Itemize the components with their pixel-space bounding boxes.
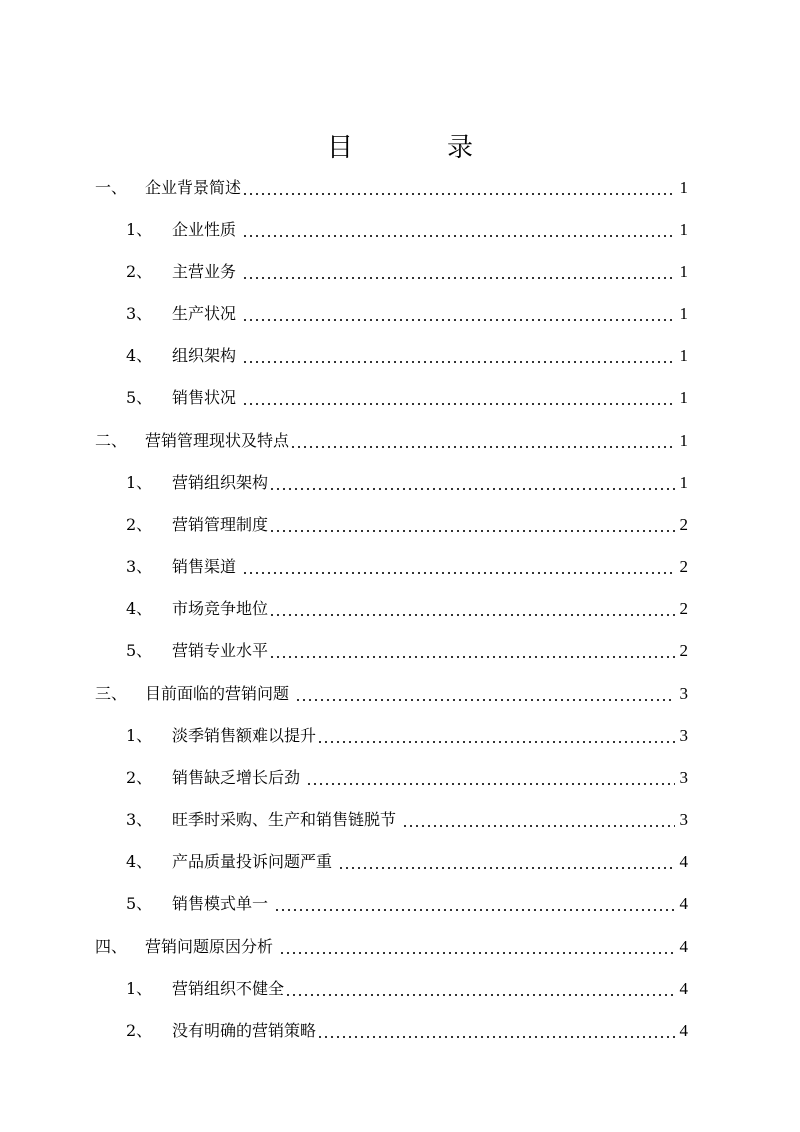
dot-leader [269,630,675,672]
toc-entry-1-5[interactable] [126,377,688,419]
toc-entry-number: 2、 [126,768,153,787]
toc-entry-3-1[interactable] [126,715,688,757]
toc-entry-page: 4 [679,852,688,871]
toc-entry-section-3[interactable] [95,673,688,715]
toc-entry-1-3[interactable] [126,293,688,335]
dot-leader [274,883,675,925]
toc-entry-page: 1 [679,304,688,323]
toc-entry-1-4[interactable] [126,335,688,377]
dot-leader [242,377,675,419]
dot-leader [295,673,675,715]
toc-entry-3-3[interactable] [126,799,688,841]
toc-entry-page: 2 [679,599,688,618]
toc-entry-number: 4、 [126,852,153,871]
toc-entry-number: 3、 [126,810,153,829]
dot-leader [269,504,675,546]
toc-entry-title: 生产状况 [172,304,242,323]
toc-entry-number: 4、 [126,346,153,365]
toc-entry-2-1[interactable] [126,462,688,504]
toc-entry-title: 营销问题原因分析 [145,937,279,956]
toc-entry-page: 3 [679,810,688,829]
toc-entry-1-1[interactable] [126,209,688,251]
dot-leader [242,251,675,293]
dot-leader [269,588,675,630]
toc-entry-title: 企业背景简述 [145,178,242,197]
toc-entry-number: 2、 [126,1021,153,1040]
toc-entry-page: 2 [679,557,688,576]
toc-entry-title: 营销组织不健全 [172,979,285,998]
toc-entry-title: 销售状况 [172,388,242,407]
toc-entry-3-5[interactable] [126,883,688,925]
toc-entry-number: 1、 [126,726,153,745]
toc-entry-title: 目前面临的营销问题 [145,684,295,703]
toc-entry-page: 2 [679,515,688,534]
dot-leader [338,841,675,883]
toc-entry-page: 1 [679,262,688,281]
toc-entry-number: 3、 [126,557,153,576]
toc-entry-2-2[interactable] [126,504,688,546]
toc-entry-page: 1 [679,220,688,239]
toc-entry-number: 3、 [126,304,153,323]
dot-leader [242,167,675,209]
toc-entry-number: 1、 [126,979,153,998]
toc-entry-page: 3 [679,684,688,703]
toc-entry-number: 5、 [126,388,153,407]
toc-entry-page: 4 [679,979,688,998]
toc-entry-title: 淡季销售额难以提升 [172,726,317,745]
toc-entry-title: 主营业务 [172,262,242,281]
toc-entry-number: 二、 [95,431,128,450]
toc-entry-number: 1、 [126,473,153,492]
toc-entry-4-1[interactable] [126,968,688,1010]
toc-entry-page: 1 [679,473,688,492]
toc-entry-page: 2 [679,641,688,660]
toc-entry-3-4[interactable] [126,841,688,883]
toc-entry-page: 4 [679,937,688,956]
toc-entry-page: 3 [679,768,688,787]
toc-entry-page: 1 [679,388,688,407]
toc-entry-2-3[interactable] [126,546,688,588]
toc-entry-title: 营销管理现状及特点 [145,431,290,450]
toc-entry-number: 四、 [95,937,128,956]
toc-entry-title: 组织架构 [172,346,242,365]
toc-entry-section-1[interactable] [95,167,688,209]
toc-entry-1-2[interactable] [126,251,688,293]
dot-leader [242,335,675,377]
dot-leader [306,757,675,799]
toc-entry-page: 1 [679,178,688,197]
toc-entry-section-4[interactable] [95,926,688,968]
toc-entry-title: 市场竞争地位 [172,599,269,618]
toc-entry-number: 2、 [126,515,153,534]
toc-entry-number: 1、 [126,220,153,239]
toc-entry-title: 旺季时采购、生产和销售链脱节 [172,810,402,829]
dot-leader [242,209,675,251]
dot-leader [317,715,675,757]
toc-entry-2-4[interactable] [126,588,688,630]
toc-entry-number: 5、 [126,641,153,660]
toc-entry-2-5[interactable] [126,630,688,672]
toc-entry-title: 销售渠道 [172,557,242,576]
toc-entry-title: 营销管理制度 [172,515,269,534]
toc-entry-number: 2、 [126,262,153,281]
toc-entry-page: 1 [679,431,688,450]
dot-leader [290,420,675,462]
toc-entry-page: 4 [679,1021,688,1040]
dot-leader [242,546,675,588]
toc-entry-title: 企业性质 [172,220,242,239]
dot-leader [285,968,675,1010]
toc-entry-page: 4 [679,894,688,913]
toc-entry-3-2[interactable] [126,757,688,799]
toc-entry-number: 三、 [95,684,128,703]
toc-entry-title: 销售模式单一 [172,894,274,913]
toc-entry-page: 3 [679,726,688,745]
toc-entry-title: 销售缺乏增长后劲 [172,768,306,787]
toc-entry-number: 一、 [95,178,128,197]
toc-entry-title: 营销组织架构 [172,473,269,492]
toc-entry-title: 营销专业水平 [172,641,269,660]
toc-entry-number: 5、 [126,894,153,913]
dot-leader [269,462,675,504]
toc-entry-title: 没有明确的营销策略 [172,1021,317,1040]
toc-entry-4-2[interactable] [126,1010,688,1052]
toc-entry-number: 4、 [126,599,153,618]
page-title: 目 录 [326,133,507,163]
dot-leader [279,926,675,968]
toc-entry-section-2[interactable] [95,420,688,462]
toc-entry-page: 1 [679,346,688,365]
toc-entry-title: 产品质量投诉问题严重 [172,852,338,871]
dot-leader [242,293,675,335]
dot-leader [402,799,675,841]
dot-leader [317,1010,675,1052]
